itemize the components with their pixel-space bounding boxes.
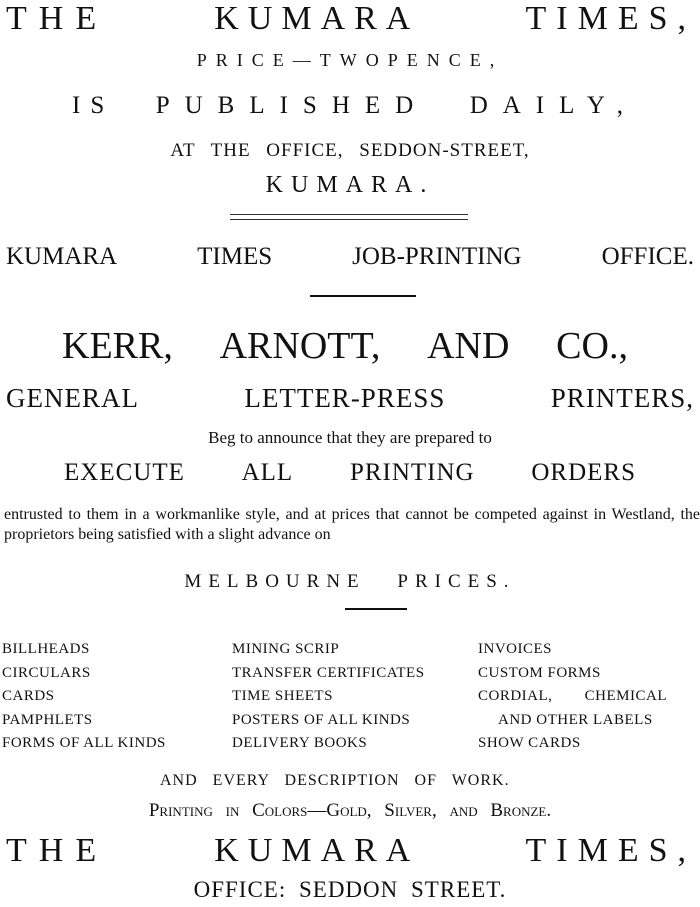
service-item: PAMPHLETS <box>2 711 93 728</box>
firm-name <box>0 324 700 368</box>
colors-line: Printing in Colors—Gold, Silver, and Bronze. <box>148 800 552 821</box>
job-office-word: TIMES <box>197 243 273 270</box>
service-item: CUSTOM FORMS <box>478 664 601 681</box>
execute-word: ALL <box>241 459 294 486</box>
town-line: KUMARA. <box>265 172 435 198</box>
firm-word: CO., <box>556 325 628 367</box>
masthead-word: TIMES, <box>525 0 696 37</box>
trade-word: GENERAL <box>6 383 139 413</box>
melbourne-prices: MELBOURNE PRICES. <box>184 571 516 592</box>
list-item <box>2 685 700 709</box>
service-item: SHOW CARDS <box>478 735 581 751</box>
service-item: FORMS OF ALL KINDS <box>2 735 166 751</box>
list-item <box>2 709 700 733</box>
service-item: BILLHEADS <box>2 641 90 657</box>
service-item: TRANSFER CERTIFICATES <box>232 664 425 681</box>
service-item: INVOICES <box>478 641 552 657</box>
masthead-word: THE <box>6 832 109 869</box>
divider-rule <box>310 295 416 297</box>
body-paragraph: entrusted to them in a workmanlike style, and at prices that cannot be competed against in Westland, the proprietors being satisfied with a slight advance on <box>4 506 700 543</box>
service-item: CARDS <box>2 688 55 704</box>
published-word: DAILY, <box>469 92 638 119</box>
firm-word: ARNOTT, <box>219 325 381 367</box>
price-line: PRICE—TWOPENCE, <box>196 50 504 70</box>
job-office-word: KUMARA <box>6 243 118 270</box>
trade-word: LETTER-PRESS <box>244 383 446 413</box>
service-item: MINING SCRIP <box>232 641 340 657</box>
list-item <box>2 662 700 686</box>
firm-word: KERR, <box>62 325 173 367</box>
service-item: POSTERS OF ALL KINDS <box>232 711 411 728</box>
job-office-word: OFFICE. <box>601 243 694 270</box>
divider-rule <box>345 608 407 610</box>
trade-word: PRINTERS, <box>550 383 694 413</box>
masthead-word: THE <box>6 0 109 37</box>
firm-word: AND <box>427 325 510 367</box>
address-line: AT THE OFFICE, SEDDON-STREET, <box>170 140 530 161</box>
service-item: AND OTHER LABELS <box>498 711 653 728</box>
published-line <box>0 92 700 120</box>
footer-masthead <box>0 832 700 870</box>
execute-heading <box>0 459 700 487</box>
execute-word: ORDERS <box>531 459 636 486</box>
list-item <box>2 732 700 756</box>
divider-rule <box>230 214 468 215</box>
trade-heading <box>0 383 700 414</box>
service-item: CORDIAL, CHEMICAL <box>478 688 667 704</box>
office-line: OFFICE: SEDDON STREET. <box>193 877 507 902</box>
execute-word: EXECUTE <box>64 459 185 486</box>
service-item: DELIVERY BOOKS <box>232 735 368 751</box>
execute-word: PRINTING <box>349 459 475 486</box>
masthead-word: KUMARA <box>214 832 420 869</box>
announce-line: Beg to announce that they are prepared to <box>208 428 492 447</box>
service-item: TIME SHEETS <box>232 688 333 704</box>
masthead-word: TIMES, <box>525 832 696 869</box>
masthead-title <box>0 0 700 38</box>
divider-rule <box>230 219 468 220</box>
published-word: PUBLISHED <box>155 92 429 119</box>
published-word: IS <box>72 92 115 119</box>
list-item <box>2 638 700 662</box>
every-description-line: AND EVERY DESCRIPTION OF WORK. <box>160 772 510 789</box>
job-office-word: JOB-PRINTING <box>352 243 522 270</box>
masthead-word: KUMARA <box>214 0 420 37</box>
services-list <box>2 638 700 756</box>
service-item: CIRCULARS <box>2 664 91 681</box>
job-office-heading <box>0 243 700 271</box>
